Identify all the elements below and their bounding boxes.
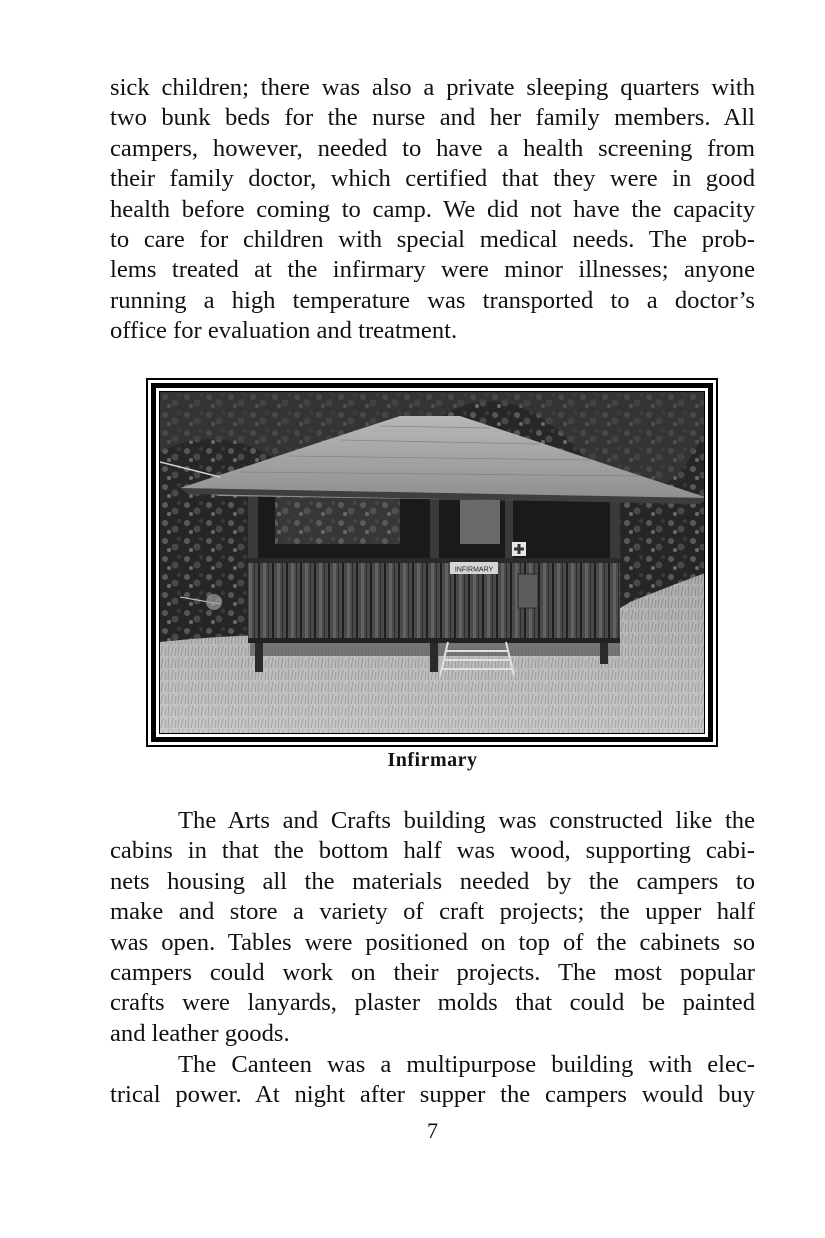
infirmary-sign-text: INFIRMARY: [454, 566, 494, 574]
photo-frame: [146, 378, 718, 747]
paragraph-arts-and-crafts: [110, 806, 755, 1049]
text-line: The Canteen was a multipurpose building with elec-: [178, 1051, 755, 1078]
paragraph-infirmary-continued: [110, 73, 755, 347]
text-line: two bunk beds for the nurse and her family members. All: [110, 104, 755, 132]
text-line: sick children; there was also a private sleeping quarters with: [110, 74, 755, 101]
figure-caption: Infirmary: [387, 749, 478, 771]
text-line: running a high temperature was transported to a doctor’s: [110, 286, 755, 314]
text-line: was open. Tables were positioned on top of the cabinets so: [110, 928, 755, 956]
text-line: and leather goods.: [110, 1019, 290, 1047]
text-line: The Arts and Crafts building was constructed like the: [178, 807, 755, 834]
text-line: trical power. At night after supper the campers would buy: [110, 1081, 755, 1109]
infirmary-photo-image: [160, 392, 705, 734]
photo-frame-inner: [151, 383, 713, 742]
text-line: cabins in that the bottom half was wood, supporting cabi-: [110, 837, 755, 865]
text-line: make and store a variety of craft projects; the upper half: [110, 898, 755, 926]
text-line: nets housing all the materials needed by the campers to: [110, 867, 755, 895]
text-line: to care for children with special medical needs. The prob-: [110, 226, 755, 254]
text-line: health before coming to camp. We did not have the capacity: [110, 195, 755, 223]
text-line: lems treated at the infirmary were minor illnesses; anyone: [110, 256, 755, 284]
text-line: crafts were lanyards, plaster molds that could be painted: [110, 989, 755, 1017]
text-line: office for evaluation and treatment.: [110, 317, 458, 345]
infirmary-photo: [159, 391, 705, 734]
paragraph-canteen: [110, 1050, 755, 1111]
text-line: campers could work on their projects. The most popular: [110, 959, 755, 987]
page-number: 7: [427, 1118, 438, 1143]
text-line: campers, however, needed to have a health screening from: [110, 134, 755, 162]
text-line: their family doctor, which certified that they were in good: [110, 165, 755, 193]
